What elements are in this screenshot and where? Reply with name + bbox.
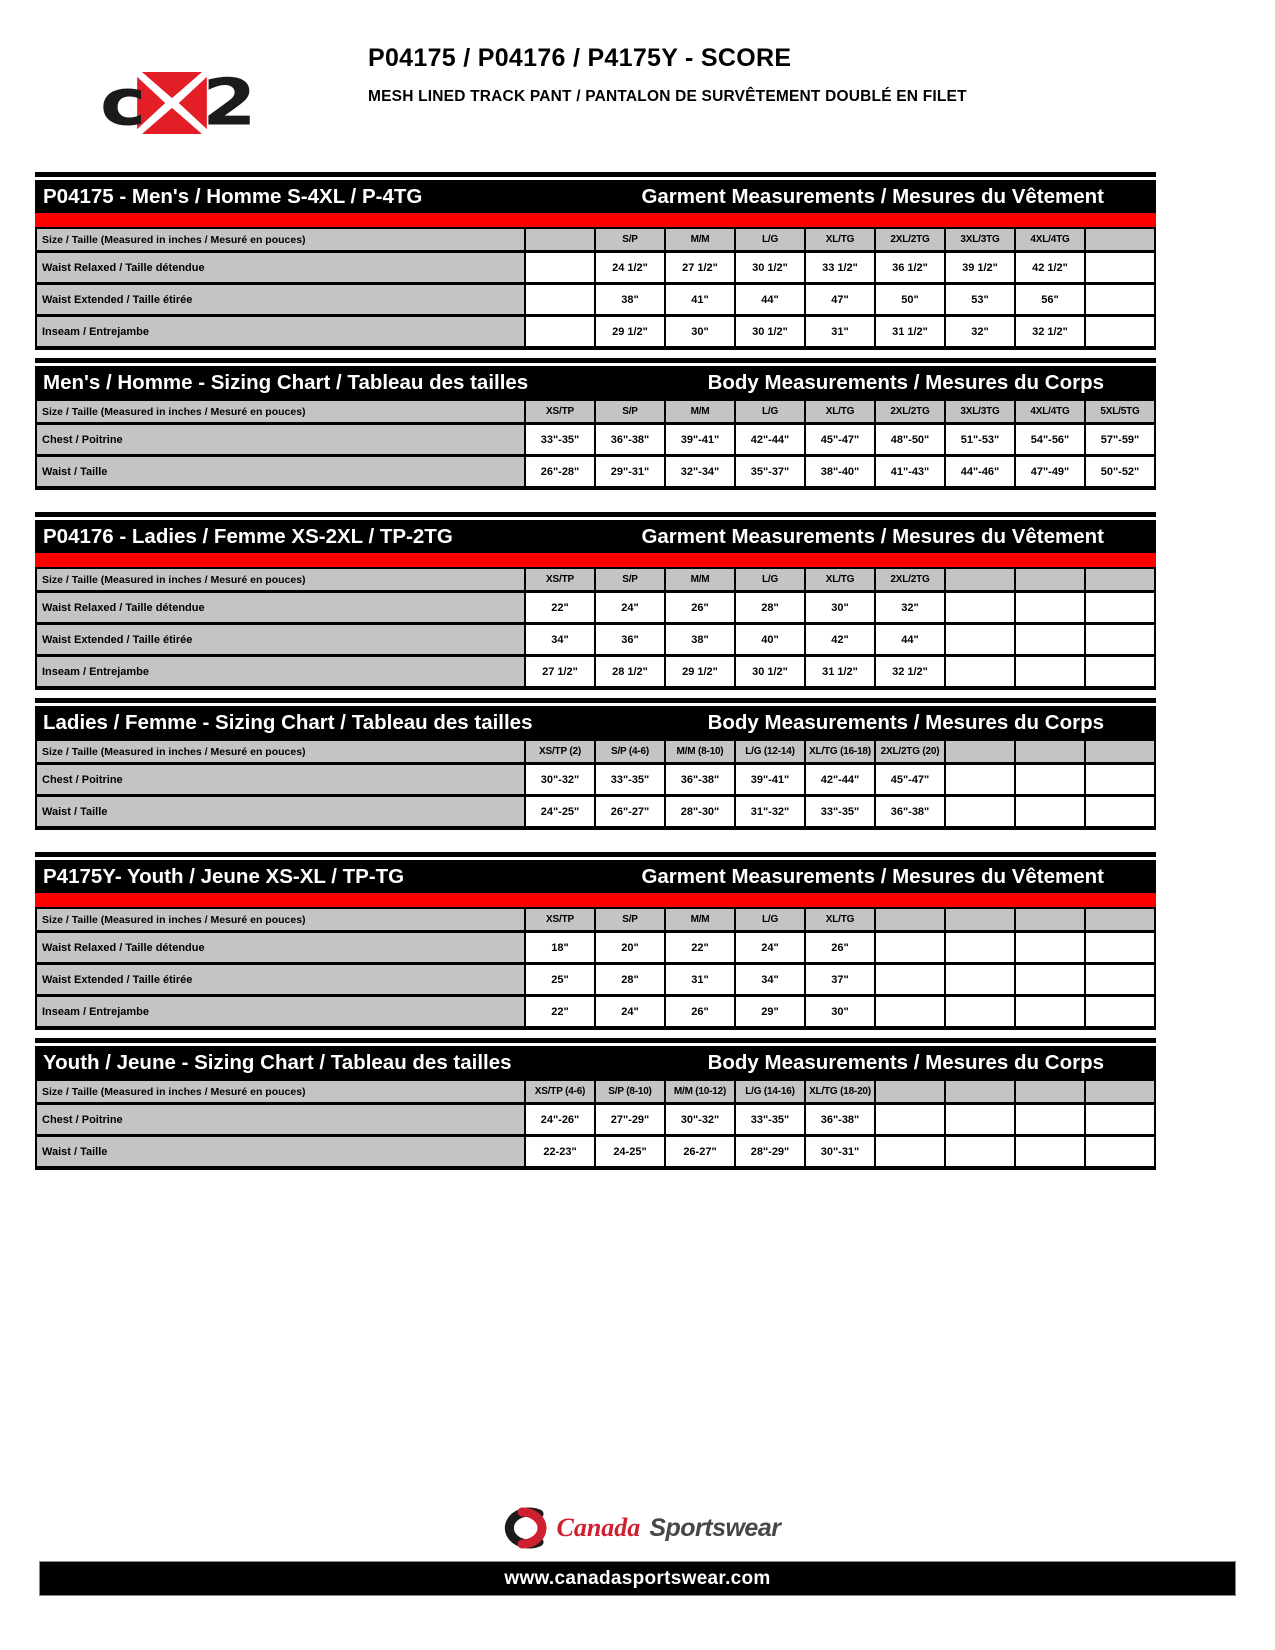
- measurement-cell: 36 1/2": [876, 253, 944, 282]
- measurement-cell: 47"-49": [1016, 457, 1084, 486]
- measurement-cell: 42"-44": [736, 425, 804, 454]
- table-title-right: Body Measurements / Mesures du Corps: [707, 370, 1104, 394]
- size-label-cell: Size / Taille (Measured in inches / Mesuré en pouces): [37, 1081, 524, 1102]
- measurement-cell: [1016, 1105, 1084, 1134]
- table-title-right: Body Measurements / Mesures du Corps: [707, 1050, 1104, 1074]
- canada-sportswear-logo: [0, 1505, 1275, 1551]
- measurement-cell: 32": [946, 317, 1014, 346]
- size-header-cell: XL/TG: [806, 909, 874, 930]
- size-header-cell: 3XL/3TG: [946, 229, 1014, 250]
- measurement-cell: [1016, 765, 1084, 794]
- top-divider-bar: [35, 698, 1156, 703]
- measurement-cell: [526, 317, 594, 346]
- measurement-cell: 28"-30": [666, 797, 734, 826]
- measurement-cell: [946, 933, 1014, 962]
- measurement-cell: 24"-25": [526, 797, 594, 826]
- row-label-cell: Waist Relaxed / Taille détendue: [37, 593, 524, 622]
- measurement-cell: [1086, 933, 1154, 962]
- size-header-cell: L/G: [736, 569, 804, 590]
- measurement-cell: 28 1/2": [596, 657, 664, 686]
- measurement-cell: 29"-31": [596, 457, 664, 486]
- measurement-cell: [946, 965, 1014, 994]
- table-title-bar: [35, 366, 1156, 399]
- page-footer: [0, 1505, 1275, 1596]
- size-header-cell: [1016, 741, 1084, 762]
- size-label-cell: Size / Taille (Measured in inches / Mesuré en pouces): [37, 741, 524, 762]
- measurement-cell: 24 1/2": [596, 253, 664, 282]
- size-header-cell: S/P: [596, 401, 664, 422]
- measurement-cell: [1016, 593, 1084, 622]
- size-label-cell: Size / Taille (Measured in inches / Mesuré en pouces): [37, 401, 524, 422]
- size-header-cell: L/G: [736, 229, 804, 250]
- size-header-cell: L/G (14-16): [736, 1081, 804, 1102]
- measurement-cell: 22": [666, 933, 734, 962]
- ladies-garment-measurements-table: [35, 512, 1156, 690]
- table-title-left: P4175Y- Youth / Jeune XS-XL / TP-TG: [43, 864, 405, 888]
- document-title: P04175 / P04176 / P4175Y - SCORE: [368, 44, 792, 72]
- size-header-cell: M/M: [666, 569, 734, 590]
- size-header-cell: L/G: [736, 909, 804, 930]
- table-title-left: P04175 - Men's / Homme S-4XL / P-4TG: [43, 184, 423, 208]
- size-header-cell: [1016, 569, 1084, 590]
- measurement-cell: 34": [526, 625, 594, 654]
- measurements-grid: [35, 227, 1156, 350]
- measurement-cell: 22": [526, 593, 594, 622]
- measurement-cell: 42"-44": [806, 765, 874, 794]
- measurement-cell: 56": [1016, 285, 1084, 314]
- measurement-cell: 42 1/2": [1016, 253, 1084, 282]
- size-header-cell: [1086, 741, 1154, 762]
- size-header-cell: M/M (8-10): [666, 741, 734, 762]
- measurement-cell: 24": [596, 593, 664, 622]
- measurement-cell: 48"-50": [876, 425, 944, 454]
- measurements-grid: [35, 567, 1156, 690]
- row-label-cell: Chest / Poitrine: [37, 1105, 524, 1134]
- measurement-cell: 27 1/2": [526, 657, 594, 686]
- table-title-bar: [35, 860, 1156, 893]
- measurement-cell: 31 1/2": [806, 657, 874, 686]
- measurement-cell: [946, 593, 1014, 622]
- size-header-cell: S/P: [596, 909, 664, 930]
- measurement-cell: 24"-26": [526, 1105, 594, 1134]
- measurement-cell: [1086, 997, 1154, 1026]
- measurement-cell: 30": [806, 997, 874, 1026]
- measurement-cell: 20": [596, 933, 664, 962]
- measurement-cell: 30 1/2": [736, 317, 804, 346]
- measurement-cell: [1086, 797, 1154, 826]
- measurement-cell: 30"-31": [806, 1137, 874, 1166]
- table-title-bar: [35, 180, 1156, 213]
- measurement-cell: 38"-40": [806, 457, 874, 486]
- size-header-cell: [526, 229, 594, 250]
- size-header-cell: S/P: [596, 229, 664, 250]
- measurement-cell: 44": [876, 625, 944, 654]
- measurement-cell: 54"-56": [1016, 425, 1084, 454]
- size-header-cell: XL/TG: [806, 569, 874, 590]
- table-title-right: Garment Measurements / Mesures du Vêtement: [641, 524, 1104, 548]
- measurement-cell: [876, 1105, 944, 1134]
- measurement-cell: 50": [876, 285, 944, 314]
- measurement-cell: [1016, 625, 1084, 654]
- table-title-bar: [35, 520, 1156, 553]
- size-header-cell: XS/TP (2): [526, 741, 594, 762]
- measurement-cell: [1086, 1137, 1154, 1166]
- cx2-logo-x-icon: [136, 72, 208, 134]
- size-header-cell: XL/TG: [806, 401, 874, 422]
- measurement-cell: 31"-32": [736, 797, 804, 826]
- size-header-cell: [1086, 1081, 1154, 1102]
- youth-garment-measurements-table: [35, 852, 1156, 1030]
- table-title-bar: [35, 1046, 1156, 1079]
- measurement-cell: 42": [806, 625, 874, 654]
- measurement-cell: [946, 625, 1014, 654]
- size-header-cell: XS/TP (4-6): [526, 1081, 594, 1102]
- measurement-cell: 32": [876, 593, 944, 622]
- measurement-cell: [876, 997, 944, 1026]
- measurement-cell: 36"-38": [806, 1105, 874, 1134]
- table-title-right: Garment Measurements / Mesures du Vêtement: [641, 864, 1104, 888]
- measurement-cell: 26": [666, 997, 734, 1026]
- row-label-cell: Chest / Poitrine: [37, 425, 524, 454]
- measurement-cell: 39 1/2": [946, 253, 1014, 282]
- measurement-cell: 32 1/2": [1016, 317, 1084, 346]
- size-header-cell: XL/TG (18-20): [806, 1081, 874, 1102]
- measurement-cell: 39"-41": [736, 765, 804, 794]
- measurement-cell: 27"-29": [596, 1105, 664, 1134]
- measurement-cell: 40": [736, 625, 804, 654]
- red-accent-bar: [35, 893, 1156, 907]
- document-subtitle: MESH LINED TRACK PANT / PANTALON DE SURVÊTEMENT DOUBLÉ EN FILET: [368, 88, 967, 105]
- measurement-cell: 36": [596, 625, 664, 654]
- cx2-logo-letter-c: c: [100, 66, 143, 140]
- size-label-cell: Size / Taille (Measured in inches / Mesuré en pouces): [37, 909, 524, 930]
- measurement-cell: 37": [806, 965, 874, 994]
- size-header-cell: [1086, 229, 1154, 250]
- row-label-cell: Waist / Taille: [37, 1137, 524, 1166]
- row-label-cell: Waist Extended / Taille étirée: [37, 285, 524, 314]
- size-label-cell: Size / Taille (Measured in inches / Mesuré en pouces): [37, 229, 524, 250]
- measurement-cell: [526, 285, 594, 314]
- size-header-cell: 2XL/2TG (20): [876, 741, 944, 762]
- size-header-cell: [1016, 1081, 1084, 1102]
- row-label-cell: Waist Relaxed / Taille détendue: [37, 253, 524, 282]
- size-header-cell: 2XL/2TG: [876, 569, 944, 590]
- table-title-left: Ladies / Femme - Sizing Chart / Tableau des tailles: [43, 710, 533, 734]
- table-title-bar: [35, 706, 1156, 739]
- measurements-grid: [35, 907, 1156, 1030]
- size-header-cell: [876, 1081, 944, 1102]
- canada-sportswear-logo-canada: Canada: [556, 1513, 641, 1542]
- page-header: [0, 0, 1275, 150]
- measurement-cell: 45"-47": [806, 425, 874, 454]
- table-title-left: Youth / Jeune - Sizing Chart / Tableau des tailles: [43, 1050, 512, 1074]
- measurement-cell: 44"-46": [946, 457, 1014, 486]
- measurement-cell: 50"-52": [1086, 457, 1154, 486]
- size-header-cell: M/M (10-12): [666, 1081, 734, 1102]
- measurement-cell: 22": [526, 997, 594, 1026]
- size-header-cell: [876, 909, 944, 930]
- measurement-cell: 25": [526, 965, 594, 994]
- measurement-cell: [946, 1105, 1014, 1134]
- measurement-cell: 38": [596, 285, 664, 314]
- measurement-cell: [1086, 1105, 1154, 1134]
- tables-container: [35, 172, 1156, 1170]
- measurement-cell: 51"-53": [946, 425, 1014, 454]
- measurement-cell: 30"-32": [526, 765, 594, 794]
- measurement-cell: 39"-41": [666, 425, 734, 454]
- size-header-cell: 2XL/2TG: [876, 401, 944, 422]
- measurement-cell: 30": [806, 593, 874, 622]
- youth-body-measurements-table: [35, 1038, 1156, 1170]
- table-title-right: Garment Measurements / Mesures du Vêtement: [641, 184, 1104, 208]
- measurements-grid: [35, 739, 1156, 830]
- top-divider-bar: [35, 172, 1156, 177]
- measurement-cell: 44": [736, 285, 804, 314]
- globe-swoosh-icon: [495, 1507, 547, 1549]
- measurement-cell: 29": [736, 997, 804, 1026]
- measurement-cell: 33"-35": [806, 797, 874, 826]
- measurement-cell: 33"-35": [736, 1105, 804, 1134]
- row-label-cell: Waist Extended / Taille étirée: [37, 625, 524, 654]
- measurement-cell: [876, 965, 944, 994]
- measurement-cell: 30 1/2": [736, 657, 804, 686]
- measurement-cell: 22-23": [526, 1137, 594, 1166]
- measurement-cell: 53": [946, 285, 1014, 314]
- measurement-cell: [1086, 765, 1154, 794]
- size-header-cell: 5XL/5TG: [1086, 401, 1154, 422]
- measurement-cell: [946, 797, 1014, 826]
- measurement-cell: [946, 657, 1014, 686]
- measurement-cell: 33 1/2": [806, 253, 874, 282]
- row-label-cell: Inseam / Entrejambe: [37, 317, 524, 346]
- row-label-cell: Waist / Taille: [37, 457, 524, 486]
- top-divider-bar: [35, 512, 1156, 517]
- size-header-cell: [1086, 909, 1154, 930]
- website-url-bar: [39, 1561, 1236, 1596]
- measurement-cell: 24-25": [596, 1137, 664, 1166]
- measurement-cell: 18": [526, 933, 594, 962]
- measurement-cell: [1016, 657, 1084, 686]
- size-header-cell: XL/TG: [806, 229, 874, 250]
- measurement-cell: [1086, 657, 1154, 686]
- measurement-cell: [1086, 965, 1154, 994]
- red-accent-bar: [35, 213, 1156, 227]
- measurement-cell: [946, 1137, 1014, 1166]
- measurement-cell: [1016, 965, 1084, 994]
- top-divider-bar: [35, 358, 1156, 363]
- size-header-cell: XS/TP: [526, 401, 594, 422]
- size-header-cell: 2XL/2TG: [876, 229, 944, 250]
- measurement-cell: [1016, 1137, 1084, 1166]
- measurement-cell: [876, 933, 944, 962]
- table-title-right: Body Measurements / Mesures du Corps: [707, 710, 1104, 734]
- row-label-cell: Inseam / Entrejambe: [37, 657, 524, 686]
- measurement-cell: [1086, 625, 1154, 654]
- measurement-cell: [1086, 285, 1154, 314]
- measurement-cell: 31": [806, 317, 874, 346]
- measurement-cell: 34": [736, 965, 804, 994]
- measurement-cell: 26"-28": [526, 457, 594, 486]
- measurement-cell: 26": [806, 933, 874, 962]
- measurement-cell: 28": [736, 593, 804, 622]
- size-header-cell: S/P (4-6): [596, 741, 664, 762]
- measurement-cell: 30": [666, 317, 734, 346]
- measurement-cell: 38": [666, 625, 734, 654]
- measurement-cell: 57"-59": [1086, 425, 1154, 454]
- measurement-cell: 36"-38": [876, 797, 944, 826]
- size-header-cell: M/M: [666, 229, 734, 250]
- size-header-cell: 3XL/3TG: [946, 401, 1014, 422]
- measurement-cell: 31 1/2": [876, 317, 944, 346]
- measurement-cell: 29 1/2": [666, 657, 734, 686]
- website-url: www.canadasportswear.com: [504, 1567, 771, 1589]
- measurement-cell: 36"-38": [596, 425, 664, 454]
- size-header-cell: L/G (12-14): [736, 741, 804, 762]
- measurement-cell: [946, 997, 1014, 1026]
- size-header-cell: [946, 569, 1014, 590]
- size-header-cell: S/P: [596, 569, 664, 590]
- cx2-logo: [100, 66, 253, 140]
- measurement-cell: 32"-34": [666, 457, 734, 486]
- measurement-cell: 24": [736, 933, 804, 962]
- size-header-cell: [946, 1081, 1014, 1102]
- size-header-cell: M/M: [666, 401, 734, 422]
- measurements-grid: [35, 1079, 1156, 1170]
- top-divider-bar: [35, 1038, 1156, 1043]
- size-header-cell: [1086, 569, 1154, 590]
- measurement-cell: 41"-43": [876, 457, 944, 486]
- measurement-cell: [1086, 253, 1154, 282]
- table-title-left: Men's / Homme - Sizing Chart / Tableau des tailles: [43, 370, 529, 394]
- measurement-cell: 30"-32": [666, 1105, 734, 1134]
- size-header-cell: M/M: [666, 909, 734, 930]
- measurement-cell: 26-27": [666, 1137, 734, 1166]
- measurement-cell: 26": [666, 593, 734, 622]
- row-label-cell: Waist Extended / Taille étirée: [37, 965, 524, 994]
- size-label-cell: Size / Taille (Measured in inches / Mesuré en pouces): [37, 569, 524, 590]
- row-label-cell: Waist Relaxed / Taille détendue: [37, 933, 524, 962]
- size-header-cell: XL/TG (16-18): [806, 741, 874, 762]
- table-title-left: P04176 - Ladies / Femme XS-2XL / TP-2TG: [43, 524, 453, 548]
- size-header-cell: XS/TP: [526, 909, 594, 930]
- measurement-cell: 24": [596, 997, 664, 1026]
- cx2-logo-letter-2: 2: [202, 66, 253, 140]
- size-header-cell: S/P (8-10): [596, 1081, 664, 1102]
- measurement-cell: 35"-37": [736, 457, 804, 486]
- row-label-cell: Chest / Poitrine: [37, 765, 524, 794]
- measurement-cell: 41": [666, 285, 734, 314]
- measurements-grid: [35, 399, 1156, 490]
- canada-sportswear-logo-sportswear: Sportswear: [649, 1513, 781, 1542]
- size-header-cell: [946, 909, 1014, 930]
- measurement-cell: [876, 1137, 944, 1166]
- measurement-cell: [1086, 593, 1154, 622]
- measurement-cell: 26"-27": [596, 797, 664, 826]
- measurement-cell: [1016, 933, 1084, 962]
- measurement-cell: 31": [666, 965, 734, 994]
- measurement-cell: 28"-29": [736, 1137, 804, 1166]
- measurement-cell: 27 1/2": [666, 253, 734, 282]
- mens-body-measurements-table: [35, 358, 1156, 490]
- measurement-cell: [1086, 317, 1154, 346]
- ladies-body-measurements-table: [35, 698, 1156, 830]
- size-header-cell: XS/TP: [526, 569, 594, 590]
- measurement-cell: [526, 253, 594, 282]
- row-label-cell: Waist / Taille: [37, 797, 524, 826]
- size-header-cell: 4XL/4TG: [1016, 401, 1084, 422]
- size-header-cell: [1016, 909, 1084, 930]
- measurement-cell: 32 1/2": [876, 657, 944, 686]
- size-header-cell: [946, 741, 1014, 762]
- measurement-cell: [1016, 997, 1084, 1026]
- measurement-cell: 47": [806, 285, 874, 314]
- size-header-cell: L/G: [736, 401, 804, 422]
- red-accent-bar: [35, 553, 1156, 567]
- measurement-cell: [946, 765, 1014, 794]
- measurement-cell: 36"-38": [666, 765, 734, 794]
- row-label-cell: Inseam / Entrejambe: [37, 997, 524, 1026]
- size-header-cell: 4XL/4TG: [1016, 229, 1084, 250]
- measurement-cell: 28": [596, 965, 664, 994]
- measurement-cell: 33"-35": [596, 765, 664, 794]
- measurement-cell: 29 1/2": [596, 317, 664, 346]
- mens-garment-measurements-table: [35, 172, 1156, 350]
- measurement-cell: [1016, 797, 1084, 826]
- measurement-cell: 45"-47": [876, 765, 944, 794]
- measurement-cell: 30 1/2": [736, 253, 804, 282]
- title-block: [368, 0, 1275, 106]
- top-divider-bar: [35, 852, 1156, 857]
- measurement-cell: 33"-35": [526, 425, 594, 454]
